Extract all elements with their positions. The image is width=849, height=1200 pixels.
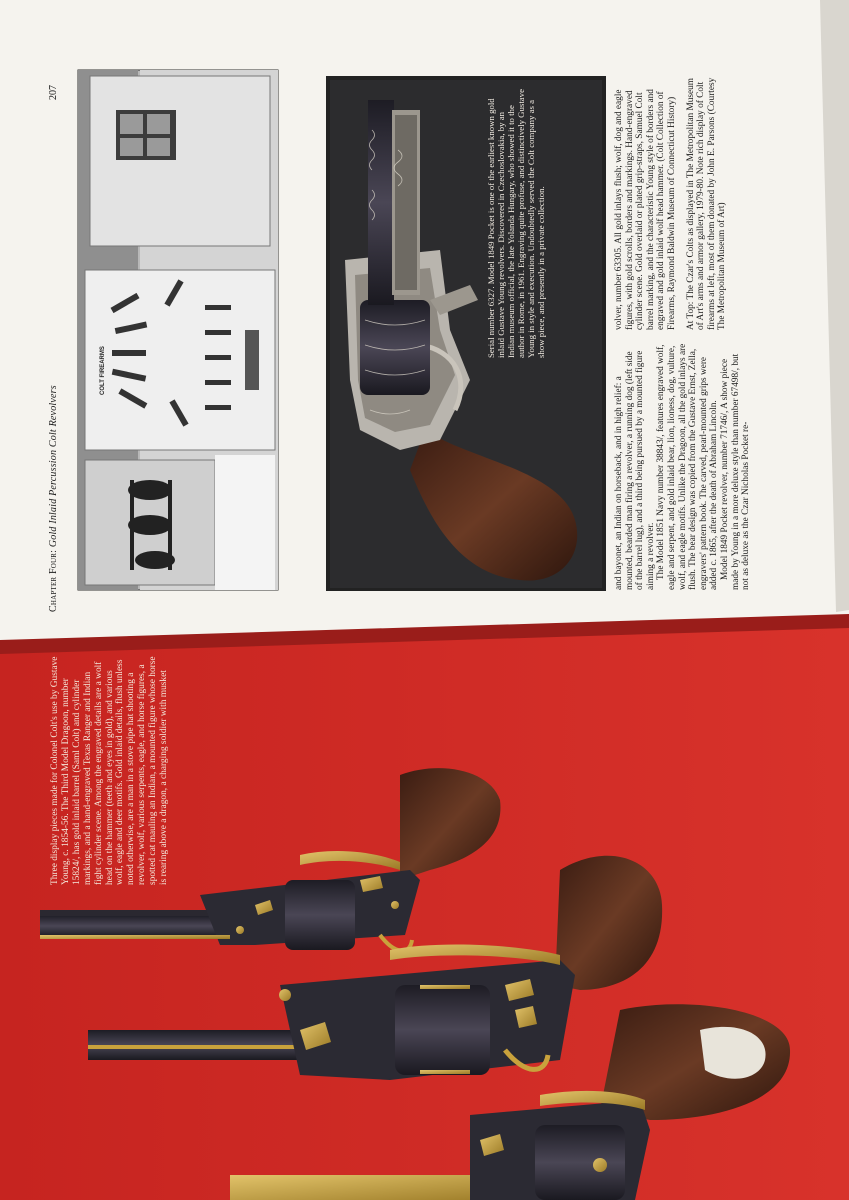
- body-paragraph-5: At Top: The Czar's Colts as displayed in The Metropolitan Museum of Art's arms and armor gallery, 1979-80. Note rich display of Colt firearms at left, most of them donated by John E. Parsons (Courtesy The Metropolitan Museum of Art): [685, 77, 728, 330]
- chapter-label: Chapter Four:: [48, 549, 59, 612]
- body-paragraph-2: The Model 1851 Navy number 38843/, features engraved wolf, eagle and serpent, and gold inlaid bear, lion, lioness, dog, vulture, wolf, and eagle motifs. Unlike the Dragoon, all the gold inlays are flush. The bear design was copied from the Gustave Ernst, Zella, engravers' pattern book. The carved, pearl-mounted grips were added c. 1865, after the death of Abraham Lincoln.: [656, 343, 720, 590]
- gallery-photo: [78, 70, 278, 590]
- red-page-caption: [50, 655, 170, 885]
- photo-caption: [486, 88, 547, 358]
- photo-caption-text: Serial number 6327. Model 1849 Pocket is one of the earliest known gold inlaid Gustave Young revolvers. Discovered in Czechoslovakia, by an Indian museum official, the late Yolanda Hungary, who showed it to the author in Rome, in 1961. Engraving quite profuse, and distinctively Gustave Young in style and execution. Undoubtedly served the Colt company as a show piece, and presently in a private collection.: [486, 89, 547, 358]
- body-paragraph-1: and bayonet, an Indian on horseback, and in high relief: a mounted, bearded man firing a revolver, a running dog (left side of the barrel lug), and a third being pursued by a mounted figure aiming a revolver.: [614, 350, 656, 590]
- body-paragraph-4: volver, number 63305. All gold inlays flush; wolf, dog and eagle figures, with gold scrolls, borders and markings. Hand-engraved cylinder scene. Gold overlaid or plated grip-straps, Samuel Colt barrel marking, and the characteristic Young style of borders and engraved and gold inlaid wolf head hammer. (Colt Collection of Firearms, Raymond Baldwin Museum of Connecticut History): [614, 89, 677, 330]
- page-number: 207: [48, 85, 59, 100]
- exhibit-sign: COLT FIREARMS: [100, 346, 106, 395]
- chapter-title: Gold Inlaid Percussion Colt Revolvers: [48, 385, 59, 548]
- body-paragraph-3: Model 1849 Pocket revolver, number 71746/, A show piece made by Young in a more deluxe style than number 67498/, but not as deluxe as the Czar Nicholas Pocket re-: [719, 353, 752, 590]
- body-column-left: [614, 342, 752, 590]
- engraved-revolver-photo: [326, 76, 606, 591]
- body-column-right: [614, 75, 728, 330]
- running-header: [48, 385, 59, 612]
- red-caption-text: Three display pieces made for Colonel Colt's use by Gustave Young, c. 1854-56. The Third Model Dragoon, number 15824/, has gold inlaid barrel (Saml Colt) and cylinder markings, and a hand-engraved Texas Ranger and Indian fight cylinder scene. Among the engraved details are a wolf head on the hammer (teeth and eyes in gold), and various wolf, eagle and deer motifs. Gold inlaid details, flush unless noted otherwise, are a man in a stove pipe hat shooting a revolver, wolf, various serpents, eagle, and horse figures, a spotted cat mauling an Indian, a mounted figure whose horse is rearing above a dragon, a charging soldier with musket: [50, 656, 170, 885]
